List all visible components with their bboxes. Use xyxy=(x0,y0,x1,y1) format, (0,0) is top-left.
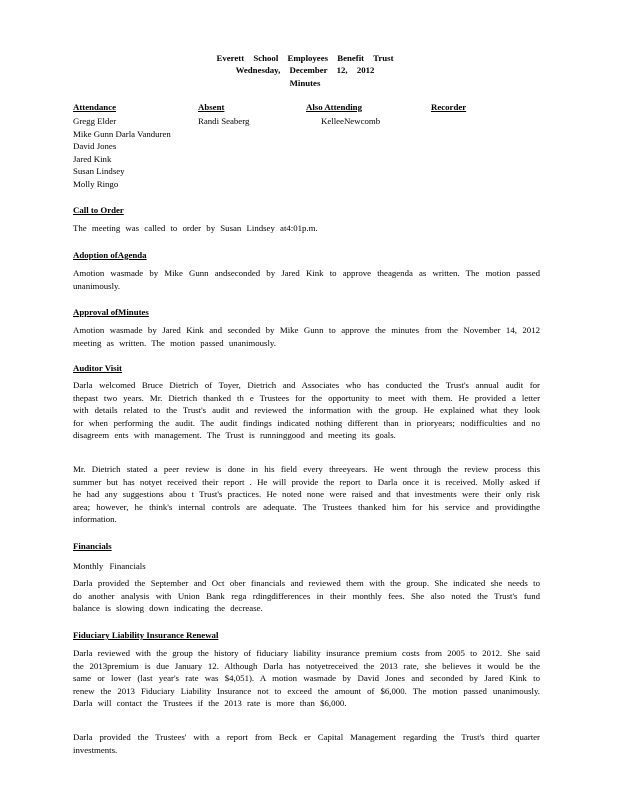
absent-name: Randi Seaberg xyxy=(198,116,250,126)
attendee-name: Gregg Elder xyxy=(73,116,117,126)
attendee-name: David Jones xyxy=(73,141,117,151)
monthly-financials-subheading: Monthly Financials xyxy=(73,561,146,571)
financials-text: Darla provided the September and Oct ober financials and reviewed them with the group. She indicated she needs to do another analysis with Union Bank rega rdingdifferences in their monthly fees. She also noted the Trust's fund balance is slowing down indicating the decrease. xyxy=(73,578,540,614)
section-heading-fiduciary: Fiduciary Liability Insurance Renewal xyxy=(73,630,219,640)
approval-text: Amotion wasmade by Jared Kink and seconded by Mike Gunn to approve the minutes from the November 14, 2012 meeting as written. The motion passed unanimously. xyxy=(73,325,540,348)
attendee-name: Molly Ringo xyxy=(73,178,119,189)
call-to-order-text: The meeting was called to order by Susan Lindsey at4:01p.m. xyxy=(73,223,318,233)
section-heading-approval-of-minutes: Approval ofMinutes xyxy=(73,307,149,317)
auditor-paragraph-1: Darla welcomed Bruce Dietrich of Toyer, Dietrich and Associates who has conducted the Trust's annual audit for thepast two years. Mr. Dietrich thanked th e Trustees for the opportunity to meet with them. He provided a letter with details related to the Trust's audit and reviewed the information with the group. He explained what they look for when performing the audit. The audit findings indicated nothing different than in prioryears; nodifficulties and no disagreem ents with management. The Trust is runninggood and meeting its goals. xyxy=(73,380,540,441)
adoption-text: Amotion wasmade by Mike Gunn andseconded by Jared Kink to approve theagenda as written. The motion passed unanimously. xyxy=(73,268,540,291)
fiduciary-paragraph-1: Darla reviewed with the group the history of fiduciary liability insurance premium costs from 2005 to 2012. She said the 2013premium is due January 12. Although Darla has notyetreceived the 2013 rate, she believes it would be the same or lower (last year's rate was $4,051). A motion wasmade by David Jones and seconded by Jared Kink to renew the 2013 Fiduciary Liability Insurance not to exceed the amount of $6,000. The motion passed unanimously. Darla will contact the Trustees if the 2013 rate is more than $6,000. xyxy=(73,648,540,709)
section-heading-adoption-of-agenda: Adoption ofAgenda xyxy=(73,250,147,260)
section-heading-auditor-visit: Auditor Visit xyxy=(73,363,122,373)
document-subtitle: Minutes xyxy=(289,78,321,88)
auditor-paragraph-2: Mr. Dietrich stated a peer review is done in his field every threeyears. He went through the review process this summer but has notyet received their report . He will provide the report to Darla once it is received. Molly asked if he had any suggestions abou t Trust's practices. He noted none were raised and that investments were their only risk area; however, he think's internal controls are adequate. The Trustees thanked him for his service and providingthe information. xyxy=(73,464,540,525)
attendee-name: Mike Gunn Darla Vanduren xyxy=(73,128,171,139)
absent-header: Absent xyxy=(198,102,225,112)
document-title: Everett School Employees Benefit Trust xyxy=(216,53,394,63)
attendance-header: Attendance xyxy=(73,102,117,112)
attendee-name: Susan Lindsey xyxy=(73,166,125,176)
fiduciary-paragraph-2: Darla provided the Trustees' with a report from Beck er Capital Management regarding the Trust's third quarter investments. xyxy=(73,732,540,755)
section-heading-call-to-order: Call to Order xyxy=(73,205,124,215)
attendee-name: Jared Kink xyxy=(73,153,112,164)
recorder-header: Recorder xyxy=(431,102,467,112)
section-heading-financials: Financials xyxy=(73,541,112,551)
also-attending-header: Also Attending xyxy=(306,102,362,112)
meeting-date: Wednesday, December 12, 2012 xyxy=(235,65,375,75)
also-attending-name: KelleeNewcomb xyxy=(321,116,381,126)
